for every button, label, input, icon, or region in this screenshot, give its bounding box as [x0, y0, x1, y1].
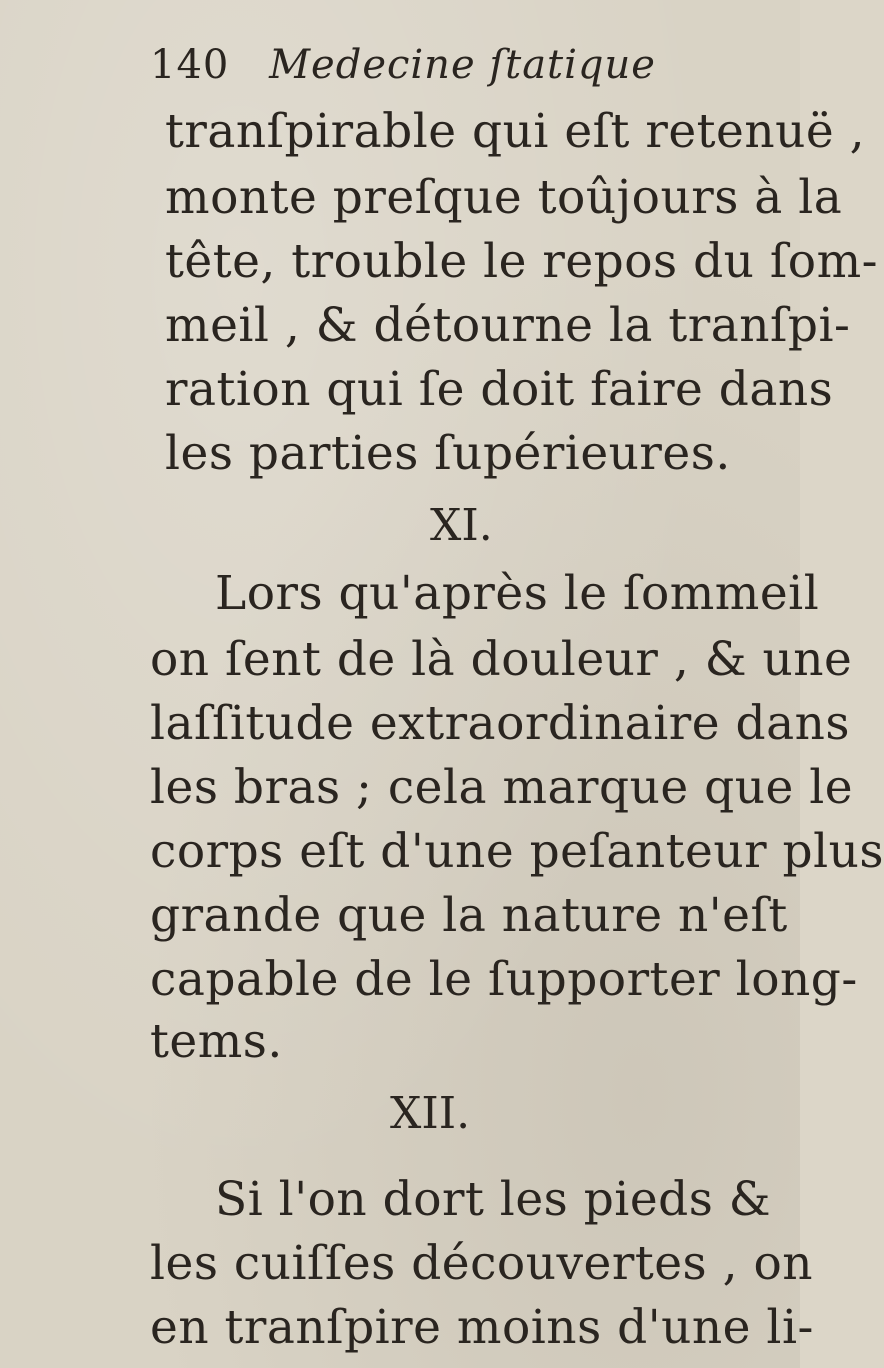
page-number: 140 — [150, 42, 230, 88]
text-line: corps eſt d'une peſanteur plus — [150, 824, 884, 879]
text-line: grande que la nature n'eſt — [150, 888, 788, 943]
text-line: Si l'on dort les pieds & — [215, 1172, 772, 1227]
text-line: capable de le ſupporter long- — [150, 952, 858, 1007]
text-line: les cuiſſes découvertes , on — [150, 1236, 814, 1291]
text-line: tranſpirable qui eſt retenuë , — [165, 104, 866, 159]
page-header — [150, 42, 656, 88]
text-line: Lors qu'après le ſommeil — [215, 566, 820, 621]
text-line: ration qui ſe doit faire dans — [165, 362, 834, 417]
text-line: meil , & détourne la tranſpi- — [165, 298, 851, 353]
running-title: Medecine ſtatique — [269, 42, 656, 88]
text-line: les bras ; cela marque que le — [150, 760, 854, 815]
text-line: tems. — [150, 1014, 283, 1069]
text-line: en tranſpire moins d'une li- — [150, 1300, 814, 1355]
section-number: XI. — [430, 500, 493, 551]
section-number: XII. — [390, 1088, 471, 1139]
text-line: les parties ſupérieures. — [165, 426, 731, 481]
text-line: tête, trouble le repos du ſom- — [165, 234, 879, 289]
text-line: monte preſque toûjours à la — [165, 170, 843, 225]
text-line: laſſitude extraordinaire dans — [150, 696, 850, 751]
text-line: on ſent de là douleur , & une — [150, 632, 853, 687]
